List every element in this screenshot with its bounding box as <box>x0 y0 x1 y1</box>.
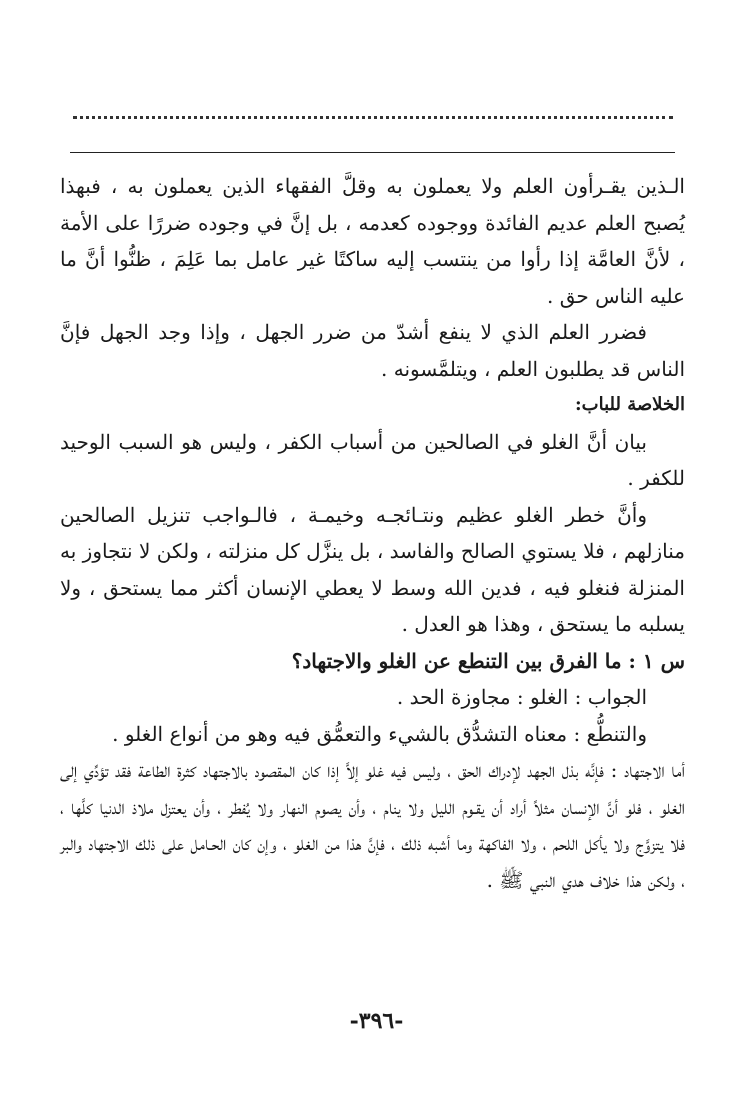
header-dotted-rule <box>73 116 673 119</box>
paragraph-4: وأنَّ خطر الغلو عظيم ونتـائجـه وخيمـة ، فالـواجب تنزيل الصالحين منازلهم ، فلا يستوي الصالح والفاسد ، بل ينزَّل كل منزلته ، ولكن لا نتجاوز به المنزلة فنغلو فيه ، فدين الله وسط لا يعطي الإنسان أكثر مما يستحق ، ولا يسلبه ما يستحق ، وهذا هو العدل . <box>60 502 685 636</box>
paragraph-5: والتنطُّع : معناه التشدُّق بالشيء والتعمُّق فيه وهو من أنواع الغلو . <box>112 721 647 746</box>
paragraph-2: فضرر العلم الذي لا ينفع أشدّ من ضرر الجهل ، وإذا وجد الجهل فإنَّ الناس قد يطلبون العلم ، ويتلمَّسونه . <box>60 320 685 381</box>
answer-line: الجواب : الغلو : مجاوزة الحد . <box>396 685 647 709</box>
page-number: -٣٩٦- <box>349 1008 404 1034</box>
paragraph-6: أما الاجتهاد : فإنَّه بذل الجهد لإدراك الحق ، وليس فيه غلو إلاَّ إذا كان المقصود بالاجتهاد كثرة الطاعة فقد تؤدِّي إلى الغلو ، فلو أنَّ الإنسان مثلاً أراد أن يقـوم الليل ولا ينام ، وأن يصوم النهار ولا يُفطر ، وأن يعتزل ملاذ الدنيا كلَّها ، فلا يتزوَّج ولا يأكل اللحم ، ولا الفاكهة وما أشبه ذلك ، فإنَّ هذا من الغلو ، وإن كان الحـامل على ذلك الاجتهاد والبر ، ولكن هذا خلاف هدي النبي ﷺ . <box>60 758 685 892</box>
paragraph-1: الـذين يقـرأون العلم ولا يعملون به وقلَّ الفقهاء الذين يعملون به ، فبهذا يُصبح العلم عديم الفائدة ووجوده كعدمه ، بل إنَّ في وجوده ضررًا على الأمة ، لأنَّ العامَّة إذا رأوا من ينتسب إليه ساكتًا غير عامل بما عَلِمَ ، ظنُّوا أنَّ ما عليه الناس حق . <box>60 174 685 308</box>
paragraph-3: بيان أنَّ الغلو في الصالحين من أسباب الكفر ، وليس هو السبب الوحيد للكفر . <box>60 429 685 490</box>
question-heading: س ١ : ما الفرق بين التنطع عن الغلو والاجتهاد؟ <box>291 648 685 673</box>
summary-heading: الخلاصة للباب: <box>575 394 685 415</box>
page-body <box>60 168 685 898</box>
header-solid-rule <box>70 152 675 153</box>
